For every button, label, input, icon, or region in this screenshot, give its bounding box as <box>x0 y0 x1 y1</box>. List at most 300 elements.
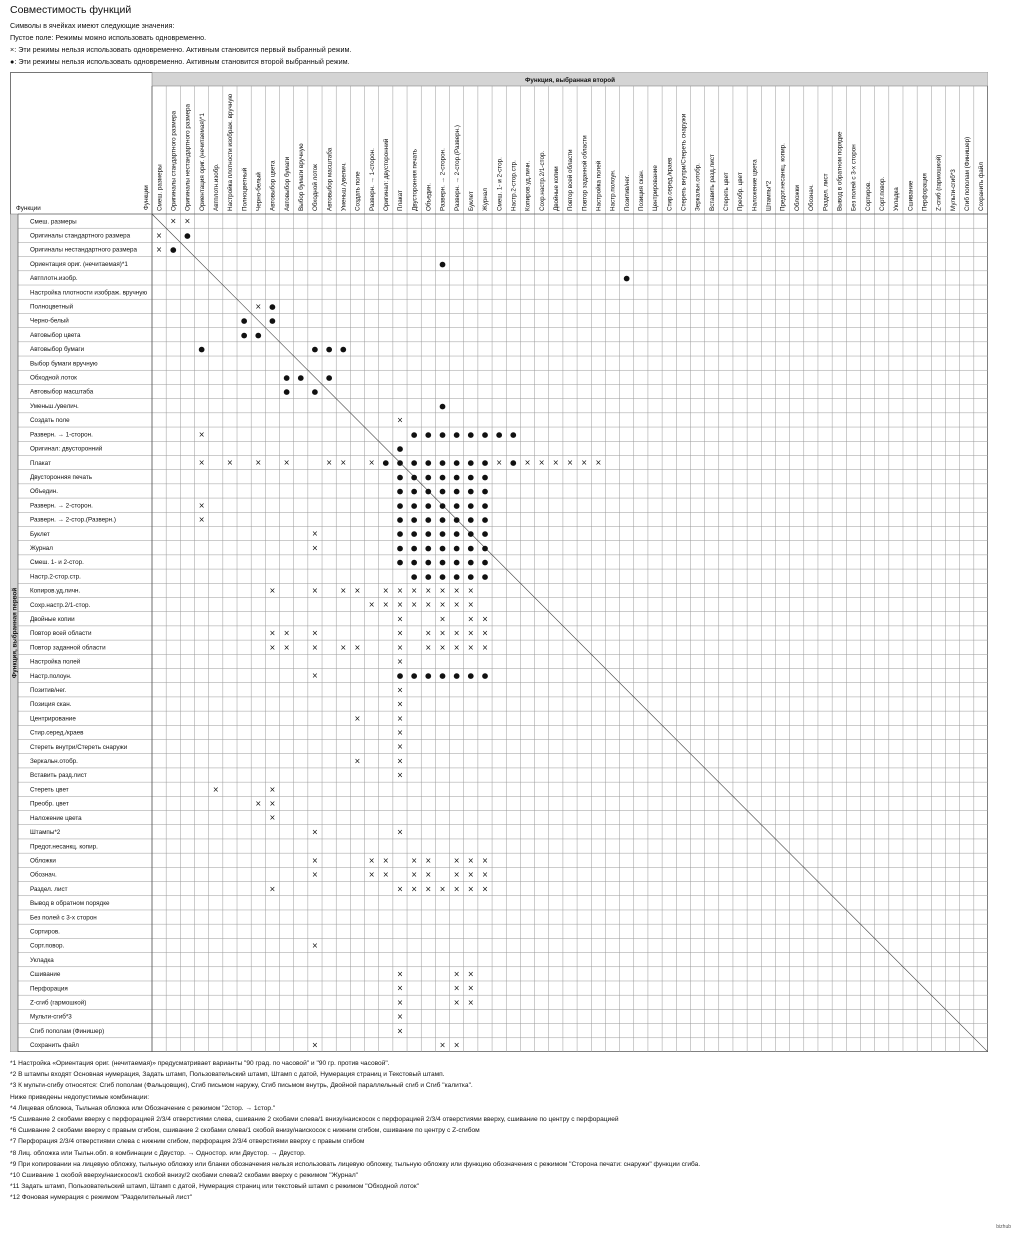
column-header: Оригиналы стандартного размера <box>170 110 178 211</box>
mark-second-active: ● <box>481 500 489 510</box>
mark-second-active: ● <box>481 543 489 553</box>
mark-first-active: × <box>226 458 234 468</box>
mark-first-active: × <box>481 855 489 865</box>
mark-first-active: × <box>269 799 276 809</box>
row-header: Настройка полей <box>30 658 81 666</box>
mark-first-active: × <box>467 969 474 979</box>
mark-first-active: × <box>524 458 531 468</box>
footnote: *1 Настройка «Ориентация ориг. (нечитаемая)» предусматривает варианты "90 град. по часовой" и "90 гр. против часовой". <box>10 1060 390 1067</box>
column-header: Перфорация <box>921 173 929 211</box>
footnote: *5 Сшивание 2 скобами вверху с перфорацией 2/3/4 отверстиями слева, сшивание 2 скобами слева/1 внизу/наискосок с перфорацией 2/3/4 отверстиями вверху, сшивание по центру с перфорацией <box>10 1116 619 1124</box>
row-header: Раздел. лист <box>30 885 68 893</box>
column-header: Автовыбор масштаба <box>326 147 334 211</box>
mark-second-active: ● <box>396 671 404 681</box>
column-header: Разверн. → 2-стор.(Разверн.) <box>453 125 461 211</box>
mark-first-active: × <box>396 628 404 638</box>
mark-second-active: ● <box>410 543 418 553</box>
mark-second-active: ● <box>425 458 432 468</box>
mark-second-active: ● <box>623 273 630 283</box>
row-header: Автовыбор бумаги <box>30 346 85 354</box>
column-header: Журнал <box>482 188 490 211</box>
mark-second-active: ● <box>325 372 333 382</box>
mark-first-active: × <box>311 642 319 652</box>
mark-first-active: × <box>269 813 276 823</box>
mark-second-active: ● <box>439 514 446 524</box>
row-header: Оригиналы стандартного размера <box>30 232 131 240</box>
mark-first-active: × <box>311 585 319 595</box>
column-header: Черно-белый <box>255 172 263 211</box>
footnote: *2 В штампы входят Основная нумерация, Задать штамп, Пользовательский штамп, Штамп с датой, Нумерация страниц и Текстовый штамп. <box>10 1071 445 1079</box>
mark-first-active: × <box>269 884 276 894</box>
mark-second-active: ● <box>481 429 489 439</box>
mark-second-active: ● <box>396 486 404 496</box>
footnotes <box>10 1058 1000 1204</box>
mark-first-active: × <box>396 1026 404 1036</box>
column-header: Настр.2-стор.стр. <box>510 160 518 211</box>
column-header: Сшивание <box>907 180 915 211</box>
mark-first-active: × <box>368 870 375 880</box>
mark-first-active: × <box>425 585 432 595</box>
mark-first-active: × <box>467 614 474 624</box>
mark-second-active: ● <box>439 429 446 439</box>
column-header: Сгиб пополам (Финишер) <box>963 136 971 211</box>
corner-label-vertical: Функции <box>143 185 150 210</box>
row-header: Плакат <box>30 459 51 467</box>
mark-first-active: × <box>354 642 361 652</box>
column-header: Повтор заданной области <box>581 135 589 211</box>
row-header: Разверн. → 2-сторон. <box>30 502 93 510</box>
column-header: Полноцветный <box>241 167 249 211</box>
mark-first-active: × <box>467 642 474 652</box>
mark-first-active: × <box>453 997 460 1007</box>
mark-first-active: × <box>396 642 404 652</box>
mark-first-active: × <box>453 855 460 865</box>
row-header: Настройка плотности изображ. вручную <box>30 289 148 297</box>
column-header: Повтор всей области <box>567 149 575 211</box>
mark-first-active: × <box>481 628 489 638</box>
mark-second-active: ● <box>495 429 503 439</box>
mark-second-active: ● <box>410 486 418 496</box>
mark-first-active: × <box>311 543 319 553</box>
column-header: Автовыбор цвета <box>269 160 277 211</box>
row-header: Стереть цвет <box>30 786 69 794</box>
mark-first-active: × <box>311 941 319 951</box>
mark-second-active: ● <box>439 571 446 581</box>
mark-first-active: × <box>269 642 276 652</box>
mark-first-active: × <box>396 657 404 667</box>
mark-second-active: ● <box>311 387 319 397</box>
column-header: Позиция скан. <box>638 169 646 211</box>
row-header: Предот.несанкц. копир. <box>30 843 98 851</box>
mark-first-active: × <box>311 827 319 837</box>
mark-second-active: ● <box>410 500 418 510</box>
mark-second-active: ● <box>396 543 404 553</box>
mark-first-active: × <box>269 784 276 794</box>
column-header: Предот.несанкц. копир. <box>779 143 787 211</box>
mark-first-active: × <box>439 614 446 624</box>
mark-second-active: ● <box>481 571 489 581</box>
mark-second-active: ● <box>467 671 475 681</box>
mark-first-active: × <box>481 642 489 652</box>
mark-second-active: ● <box>297 372 305 382</box>
row-header: Полноцветный <box>30 303 74 311</box>
mark-first-active: × <box>255 799 262 809</box>
mark-first-active: × <box>198 429 205 439</box>
mark-second-active: ● <box>439 458 446 468</box>
mark-first-active: × <box>396 983 404 993</box>
column-header: Настройка плотности изображ. вручную <box>227 93 235 211</box>
mark-first-active: × <box>410 600 418 610</box>
mark-second-active: ● <box>467 486 475 496</box>
mark-second-active: ● <box>467 514 475 524</box>
mark-second-active: ● <box>425 500 432 510</box>
mark-second-active: ● <box>467 500 475 510</box>
mark-second-active: ● <box>510 429 517 439</box>
mark-first-active: × <box>425 884 432 894</box>
legend-line: Пустое поле: Режимы можно использовать одновременно. <box>10 33 207 42</box>
column-header: Сохр.настр.2/1-стор. <box>538 150 546 211</box>
column-header: Стереть цвет <box>723 172 731 211</box>
mark-first-active: × <box>439 628 446 638</box>
column-header: Зеркальн.отобр. <box>694 163 702 211</box>
mark-first-active: × <box>410 870 418 880</box>
column-header: Укладка <box>893 187 901 211</box>
mark-first-active: × <box>566 458 574 468</box>
mark-second-active: ● <box>425 671 432 681</box>
mark-second-active: ● <box>453 557 460 567</box>
column-header: Преобр. цвет <box>737 172 745 211</box>
mark-first-active: × <box>354 713 361 723</box>
row-header: Мульти-сгиб*3 <box>30 1013 72 1021</box>
mark-first-active: × <box>396 699 404 709</box>
row-header: Разверн. → 2-стор.(Разверн.) <box>30 516 116 524</box>
mark-second-active: ● <box>453 429 460 439</box>
mark-first-active: × <box>425 642 432 652</box>
row-header: Стир.серед./краев <box>30 729 84 737</box>
mark-first-active: × <box>467 983 474 993</box>
mark-first-active: × <box>269 628 276 638</box>
mark-second-active: ● <box>269 316 276 326</box>
row-header: Выбор бумаги вручную <box>30 360 98 368</box>
mark-first-active: × <box>283 642 290 652</box>
mark-first-active: × <box>396 884 404 894</box>
row-header: Сохр.настр.2/1-стор. <box>30 601 91 609</box>
mark-first-active: × <box>439 884 446 894</box>
mark-second-active: ● <box>169 245 177 255</box>
row-header: Вставить разд.лист <box>30 772 87 780</box>
column-header: Разверн. → 2-сторон. <box>439 148 447 211</box>
mark-first-active: × <box>368 458 375 468</box>
row-header: Позиция скан. <box>30 701 72 709</box>
mark-first-active: × <box>396 728 404 738</box>
mark-second-active: ● <box>481 557 489 567</box>
mark-first-active: × <box>453 1040 460 1050</box>
mark-first-active: × <box>439 642 446 652</box>
mark-second-active: ● <box>425 486 432 496</box>
mark-first-active: × <box>396 997 404 1007</box>
column-header: Двусторонняя печать <box>411 148 419 211</box>
mark-first-active: × <box>425 870 432 880</box>
row-header: Сшивание <box>30 971 61 979</box>
column-header: Вставить разд.лист <box>708 154 716 211</box>
row-header: Настр.2-стор.стр. <box>30 573 81 581</box>
mark-second-active: ● <box>481 671 489 681</box>
mark-first-active: × <box>340 585 347 595</box>
mark-second-active: ● <box>439 259 446 269</box>
mark-second-active: ● <box>453 500 460 510</box>
mark-first-active: × <box>255 301 262 311</box>
mark-second-active: ● <box>453 571 460 581</box>
mark-second-active: ● <box>481 486 489 496</box>
legend-line: ●: Эти режимы нельзя использовать одновременно. Активным становится второй выбранный режим. <box>10 57 350 66</box>
mark-first-active: × <box>311 671 319 681</box>
mark-second-active: ● <box>396 443 404 453</box>
mark-first-active: × <box>283 458 290 468</box>
mark-first-active: × <box>396 713 404 723</box>
row-header: Оригинал: двусторонний <box>30 445 103 453</box>
mark-second-active: ● <box>453 514 460 524</box>
mark-first-active: × <box>198 458 205 468</box>
mark-first-active: × <box>283 628 290 638</box>
column-header: Автовыбор бумаги <box>283 156 291 211</box>
column-header: Двойные копии <box>553 166 561 211</box>
column-header: Стир.серед./краев <box>666 157 674 211</box>
mark-first-active: × <box>311 1040 319 1050</box>
row-header: Преобр. цвет <box>30 800 69 808</box>
row-header: Стереть внутри/Стереть снаружи <box>30 743 128 751</box>
mark-first-active: × <box>382 585 389 595</box>
legend <box>10 20 351 68</box>
footnote: *9 При копировании на лицевую обложку, тыльную обложку или бланки обозначения нельзя использовать лицевую обложку, тыльную обложку или функцию обозначения с режимом "Сторона печати: снаружи" функции сгиба. <box>10 1160 701 1168</box>
mark-first-active: × <box>396 770 404 780</box>
row-header: Вывод в обратном порядке <box>30 900 110 908</box>
mark-second-active: ● <box>410 529 418 539</box>
column-header: Оригинал: двусторонний <box>382 138 390 211</box>
mark-first-active: × <box>410 855 418 865</box>
mark-first-active: × <box>354 756 361 766</box>
row-header: Автовыбор масштаба <box>30 388 94 396</box>
row-header: Обложки <box>30 857 56 865</box>
mark-first-active: × <box>425 855 432 865</box>
mark-first-active: × <box>396 827 404 837</box>
mark-first-active: × <box>410 884 418 894</box>
row-header: Сохранить файл <box>30 1042 79 1050</box>
mark-second-active: ● <box>453 543 460 553</box>
mark-first-active: × <box>439 600 446 610</box>
row-header: Зеркальн.отобр. <box>30 758 78 766</box>
footnote: *10 Сшивание 1 скобой вверху/наискосок/1 скобой внизу/2 скобами слева/2 скобами вверху с режимом "Журнал" <box>10 1172 359 1180</box>
row-header: Центрирование <box>30 715 76 723</box>
row-header: Позитив/нег. <box>30 687 67 695</box>
mark-first-active: × <box>496 458 503 468</box>
mark-second-active: ● <box>340 344 347 354</box>
mark-first-active: × <box>311 870 319 880</box>
mark-second-active: ● <box>467 429 475 439</box>
mark-second-active: ● <box>453 671 460 681</box>
mark-first-active: × <box>396 969 404 979</box>
footnote: *3 К мульти-сгибу относятся: Сгиб пополам (Фальцовщик), Сгиб письмом наружу, Сгиб письмом внутрь, Двойной параллельный сгиб и Сгиб "калитка". <box>10 1082 473 1090</box>
mark-first-active: × <box>184 216 191 226</box>
footnote: *6 Сшивание 2 скобами вверху с правым сгибом, сшивание 2 скобами слева/1 скобой внизу/наискосок с нижним сгибом, сшивание по центру с Z-сгибом <box>10 1127 480 1135</box>
footnote: Ниже приведены недопустимые комбинации: <box>10 1093 150 1101</box>
mark-first-active: × <box>453 884 460 894</box>
mark-first-active: × <box>467 870 474 880</box>
row-header: Укладка <box>30 956 54 964</box>
mark-second-active: ● <box>410 472 418 482</box>
mark-first-active: × <box>467 628 474 638</box>
column-header: Обознач. <box>808 184 816 211</box>
column-header: Сохранить файл <box>978 162 986 211</box>
column-header: Штампы*2 <box>765 180 773 211</box>
column-header: Оригиналы нестандартного размера <box>184 103 192 211</box>
legend-line: Символы в ячейках имеют следующие значения: <box>10 21 175 30</box>
row-header: Сортиров. <box>30 928 60 936</box>
mark-second-active: ● <box>396 557 404 567</box>
page-title: Совместимость функций <box>10 4 132 16</box>
mark-first-active: × <box>382 600 389 610</box>
mark-first-active: × <box>396 585 404 595</box>
mark-first-active: × <box>467 585 474 595</box>
mark-second-active: ● <box>198 344 205 354</box>
mark-second-active: ● <box>396 458 404 468</box>
mark-second-active: ● <box>439 500 446 510</box>
mark-second-active: ● <box>439 529 446 539</box>
mark-second-active: ● <box>410 514 418 524</box>
mark-first-active: × <box>552 458 559 468</box>
mark-first-active: × <box>410 585 418 595</box>
mark-second-active: ● <box>410 557 418 567</box>
mark-first-active: × <box>453 585 460 595</box>
mark-second-active: ● <box>439 401 446 411</box>
mark-first-active: × <box>396 600 404 610</box>
mark-first-active: × <box>467 884 474 894</box>
mark-first-active: × <box>396 415 404 425</box>
column-header: Наложение цвета <box>751 159 759 211</box>
footnote: *11 Задать штамп, Пользовательский штамп, Штамп с датой, Нумерация страниц или текстовый штамп с режимом "Обходной лоток" <box>10 1183 419 1191</box>
row-header: Копиров.уд.личн. <box>30 587 81 595</box>
mark-second-active: ● <box>510 458 517 468</box>
page-code: bizhub <box>996 1224 1011 1230</box>
column-header: Копиров.уд.личн. <box>524 160 532 211</box>
row-header: Штампы*2 <box>30 829 61 837</box>
mark-first-active: × <box>368 855 375 865</box>
mark-first-active: × <box>467 855 474 865</box>
column-header: Выбор бумаги вручную <box>297 143 305 211</box>
row-header: Двойные копии <box>30 615 75 623</box>
row-header: Автплотн.изобр. <box>30 275 78 283</box>
mark-first-active: × <box>439 585 446 595</box>
footnote: *4 Лицевая обложка, Тыльная обложка или Обозначение с режимом "2стор. → 1стор." <box>10 1104 276 1112</box>
mark-first-active: × <box>155 245 163 255</box>
mark-first-active: × <box>212 784 219 794</box>
mark-second-active: ● <box>240 330 248 340</box>
row-header: Обходной лоток <box>30 374 77 382</box>
mark-first-active: × <box>170 216 177 226</box>
row-header: Повтор заданной области <box>30 644 106 652</box>
mark-second-active: ● <box>481 529 489 539</box>
mark-first-active: × <box>396 756 404 766</box>
corner-label: Функции <box>16 205 41 212</box>
row-header: Уменьш./увелич. <box>30 402 79 410</box>
row-header: Двусторонняя печать <box>30 473 93 481</box>
mark-second-active: ● <box>467 543 475 553</box>
column-header: Ориентация ориг. (нечитаемая)*1 <box>198 113 206 211</box>
mark-first-active: × <box>453 969 460 979</box>
mark-first-active: × <box>354 585 361 595</box>
compatibility-matrix <box>10 72 988 1052</box>
column-header: Объедин. <box>425 182 433 211</box>
row-header: Настр.полоун. <box>30 672 72 680</box>
row-header: Создать поле <box>30 417 70 425</box>
mark-second-active: ● <box>453 472 460 482</box>
row-header: Журнал <box>30 544 53 552</box>
mark-first-active: × <box>425 628 432 638</box>
mark-second-active: ● <box>439 472 446 482</box>
mark-second-active: ● <box>283 387 290 397</box>
row-header: Буклет <box>30 530 50 538</box>
mark-first-active: × <box>538 458 545 468</box>
mark-second-active: ● <box>396 500 404 510</box>
mark-second-active: ● <box>439 557 446 567</box>
mark-first-active: × <box>382 855 389 865</box>
column-header: Создать поле <box>354 171 362 211</box>
mark-second-active: ● <box>311 344 319 354</box>
mark-first-active: × <box>368 600 375 610</box>
mark-second-active: ● <box>439 543 446 553</box>
row-header: Смеш. размеры <box>30 218 77 226</box>
mark-second-active: ● <box>396 514 404 524</box>
mark-first-active: × <box>311 855 319 865</box>
row-header: Ориентация ориг. (нечитаемая)*1 <box>30 260 128 268</box>
column-header: Обходной лоток <box>312 164 320 211</box>
mark-second-active: ● <box>425 429 432 439</box>
mark-first-active: × <box>453 870 460 880</box>
column-header: Буклет <box>468 191 476 211</box>
row-header: Перфорация <box>30 985 68 993</box>
column-header: Вывод в обратном порядке <box>836 131 844 211</box>
mark-second-active: ● <box>425 529 432 539</box>
mark-first-active: × <box>396 742 404 752</box>
mark-first-active: × <box>396 614 404 624</box>
row-header: Автовыбор цвета <box>30 331 81 339</box>
mark-first-active: × <box>595 458 602 468</box>
row-header: Сгиб пополам (Финишер) <box>30 1027 105 1035</box>
mark-second-active: ● <box>283 372 290 382</box>
row-header: Разверн. → 1-сторон. <box>30 431 93 439</box>
mark-first-active: × <box>382 870 389 880</box>
column-header: Сортиров. <box>864 181 872 211</box>
row-header: Объедин. <box>30 488 59 496</box>
mark-first-active: × <box>340 458 347 468</box>
row-header: Оригиналы нестандартного размера <box>30 246 138 254</box>
mark-second-active: ● <box>467 571 475 581</box>
mark-first-active: × <box>439 1040 446 1050</box>
mark-second-active: ● <box>467 529 475 539</box>
mark-first-active: × <box>340 642 347 652</box>
mark-second-active: ● <box>467 557 475 567</box>
mark-second-active: ● <box>410 671 418 681</box>
row-header: Сорт.повор. <box>30 942 65 950</box>
mark-first-active: × <box>481 870 489 880</box>
mark-first-active: × <box>453 642 460 652</box>
mark-second-active: ● <box>410 571 418 581</box>
col-group-header: Функция, выбранная второй <box>525 77 615 84</box>
mark-first-active: × <box>481 614 489 624</box>
row-header: Обознач. <box>30 871 57 879</box>
mark-second-active: ● <box>269 301 276 311</box>
mark-first-active: × <box>269 585 276 595</box>
mark-first-active: × <box>325 458 333 468</box>
